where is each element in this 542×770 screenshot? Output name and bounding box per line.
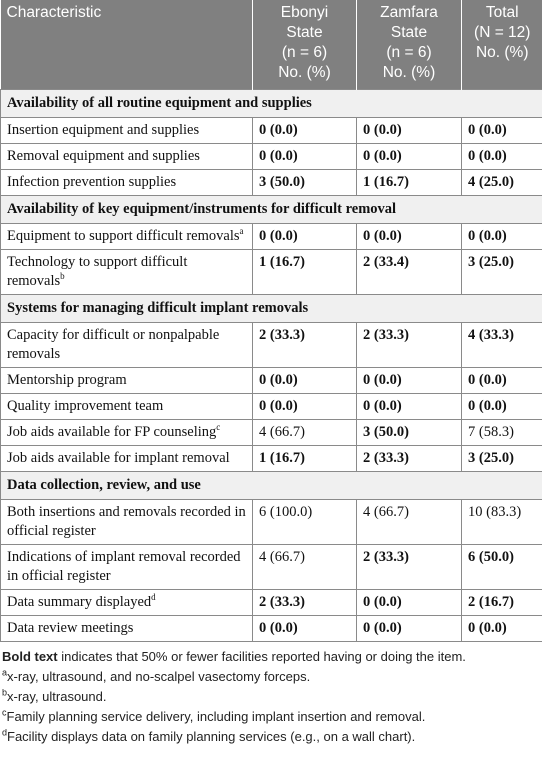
cell-zamfara: 2 (33.4)	[357, 250, 462, 295]
section-row	[1, 90, 542, 118]
cell-ebonyi: 0 (0.0)	[253, 394, 357, 420]
header-row	[1, 0, 542, 90]
table-body	[1, 90, 542, 642]
cell-zamfara: 2 (33.3)	[357, 446, 462, 472]
table-row	[1, 394, 542, 420]
cell-total: 0 (0.0)	[462, 394, 542, 420]
footnote-mark: a	[2, 667, 8, 678]
cell-ebonyi: 2 (33.3)	[253, 590, 357, 616]
row-label	[1, 144, 253, 170]
header-zamfara-line: (n = 6)	[386, 44, 432, 61]
header-total-line: (N = 12)	[474, 24, 531, 41]
cell-total: 0 (0.0)	[462, 616, 542, 642]
footnote-mark: d	[2, 727, 8, 738]
table-row	[1, 545, 542, 590]
row-label-text: Job aids available for FP counseling	[7, 424, 217, 440]
row-label-text: Equipment to support difficult removals	[7, 228, 240, 244]
header-ebonyi	[253, 0, 357, 90]
cell-total: 0 (0.0)	[462, 144, 542, 170]
footnote-text: x-ray, ultrasound.	[7, 689, 107, 704]
cell-ebonyi: 4 (66.7)	[253, 420, 357, 446]
section-heading: Availability of all routine equipment and supplies	[1, 90, 542, 118]
row-label	[1, 394, 253, 420]
table-footnotes	[0, 642, 542, 747]
row-label	[1, 224, 253, 250]
header-total-line: No. (%)	[475, 44, 529, 61]
row-label	[1, 500, 253, 545]
table-row	[1, 224, 542, 250]
cell-total: 0 (0.0)	[462, 118, 542, 144]
row-label-text: Job aids available for implant removal	[7, 450, 230, 466]
bold-note-text: indicates that 50% or fewer facilities reported having or doing the item.	[57, 649, 466, 664]
header-zamfara	[357, 0, 462, 90]
header-total-line: Total	[485, 4, 519, 21]
cell-ebonyi: 6 (100.0)	[253, 500, 357, 545]
row-label	[1, 170, 253, 196]
section-heading: Data collection, review, and use	[1, 472, 542, 500]
table-row	[1, 368, 542, 394]
cell-ebonyi: 3 (50.0)	[253, 170, 357, 196]
cell-zamfara: 0 (0.0)	[357, 616, 462, 642]
cell-zamfara: 0 (0.0)	[357, 368, 462, 394]
row-label-text: Data summary displayed	[7, 594, 152, 610]
footnote-text: x-ray, ultrasound, and no-scalpel vasectomy forceps.	[7, 669, 311, 684]
cell-total: 3 (25.0)	[462, 446, 542, 472]
row-label	[1, 250, 253, 295]
row-label	[1, 545, 253, 590]
row-label-text: Quality improvement team	[7, 398, 164, 414]
footnote-text: Facility displays data on family planning services (e.g., on a wall chart).	[7, 729, 416, 744]
row-label-text: Both insertions and removals recorded in official register	[7, 504, 246, 539]
row-label-text: Indications of implant removal recorded in official register	[7, 549, 241, 584]
cell-ebonyi: 0 (0.0)	[253, 144, 357, 170]
footnote-mark: b	[60, 271, 65, 282]
table-row	[1, 323, 542, 368]
cell-zamfara: 0 (0.0)	[357, 224, 462, 250]
table-row	[1, 144, 542, 170]
header-characteristic: Characteristic	[1, 0, 253, 90]
cell-zamfara: 0 (0.0)	[357, 144, 462, 170]
cell-ebonyi: 2 (33.3)	[253, 323, 357, 368]
cell-total: 4 (33.3)	[462, 323, 542, 368]
row-label-text: Capacity for difficult or nonpalpable removals	[7, 327, 220, 362]
row-label	[1, 616, 253, 642]
cell-total: 0 (0.0)	[462, 224, 542, 250]
footnote-mark: c	[2, 707, 7, 718]
footnote-text: Family planning service delivery, including implant insertion and removal.	[6, 709, 426, 724]
cell-zamfara: 2 (33.3)	[357, 323, 462, 368]
cell-total: 6 (50.0)	[462, 545, 542, 590]
header-zamfara-line: State	[390, 24, 428, 41]
cell-total: 10 (83.3)	[462, 500, 542, 545]
row-label	[1, 118, 253, 144]
cell-zamfara: 3 (50.0)	[357, 420, 462, 446]
cell-ebonyi: 0 (0.0)	[253, 368, 357, 394]
cell-ebonyi: 0 (0.0)	[253, 224, 357, 250]
section-row	[1, 295, 542, 323]
footnote	[2, 727, 540, 747]
cell-zamfara: 0 (0.0)	[357, 118, 462, 144]
footnote-mark: d	[151, 592, 156, 603]
section-row	[1, 196, 542, 224]
table-row	[1, 250, 542, 295]
row-label-text: Infection prevention supplies	[7, 174, 177, 190]
row-label-text: Insertion equipment and supplies	[7, 122, 200, 138]
footnote-mark: c	[216, 422, 221, 433]
cell-ebonyi: 1 (16.7)	[253, 250, 357, 295]
cell-zamfara: 0 (0.0)	[357, 590, 462, 616]
footnote	[2, 687, 540, 707]
cell-total: 7 (58.3)	[462, 420, 542, 446]
bold-note-prefix: Bold text	[2, 649, 58, 664]
cell-ebonyi: 0 (0.0)	[253, 118, 357, 144]
header-zamfara-line: Zamfara	[380, 4, 438, 21]
cell-total: 0 (0.0)	[462, 368, 542, 394]
footnote	[2, 707, 540, 727]
cell-total: 3 (25.0)	[462, 250, 542, 295]
row-label-text: Data review meetings	[7, 620, 134, 636]
table-row	[1, 590, 542, 616]
table-row	[1, 118, 542, 144]
table-row	[1, 420, 542, 446]
cell-zamfara: 4 (66.7)	[357, 500, 462, 545]
footnote	[2, 667, 540, 687]
footnote-mark: a	[239, 226, 244, 237]
header-ebonyi-line: Ebonyi	[280, 4, 329, 21]
header-zamfara-line: No. (%)	[382, 64, 436, 81]
cell-zamfara: 2 (33.3)	[357, 545, 462, 590]
cell-zamfara: 0 (0.0)	[357, 394, 462, 420]
header-ebonyi-line: State	[286, 24, 323, 41]
section-heading: Systems for managing difficult implant removals	[1, 295, 542, 323]
row-label-text: Technology to support difficult removals	[7, 254, 188, 289]
row-label	[1, 420, 253, 446]
header-ebonyi-line: No. (%)	[278, 64, 331, 81]
table-row	[1, 446, 542, 472]
cell-total: 2 (16.7)	[462, 590, 542, 616]
row-label-text: Mentorship program	[7, 372, 127, 388]
bold-note	[2, 647, 540, 667]
row-label	[1, 446, 253, 472]
table-row	[1, 500, 542, 545]
footnote-mark: b	[2, 687, 8, 698]
row-label-text: Removal equipment and supplies	[7, 148, 200, 164]
cell-ebonyi: 0 (0.0)	[253, 616, 357, 642]
section-row	[1, 472, 542, 500]
header-ebonyi-line: (n = 6)	[281, 44, 328, 61]
cell-total: 4 (25.0)	[462, 170, 542, 196]
table-row	[1, 170, 542, 196]
row-label	[1, 368, 253, 394]
cell-ebonyi: 1 (16.7)	[253, 446, 357, 472]
cell-ebonyi: 4 (66.7)	[253, 545, 357, 590]
cell-zamfara: 1 (16.7)	[357, 170, 462, 196]
row-label	[1, 323, 253, 368]
header-total	[462, 0, 542, 90]
section-heading: Availability of key equipment/instruments for difficult removal	[1, 196, 542, 224]
table-row	[1, 616, 542, 642]
row-label	[1, 590, 253, 616]
